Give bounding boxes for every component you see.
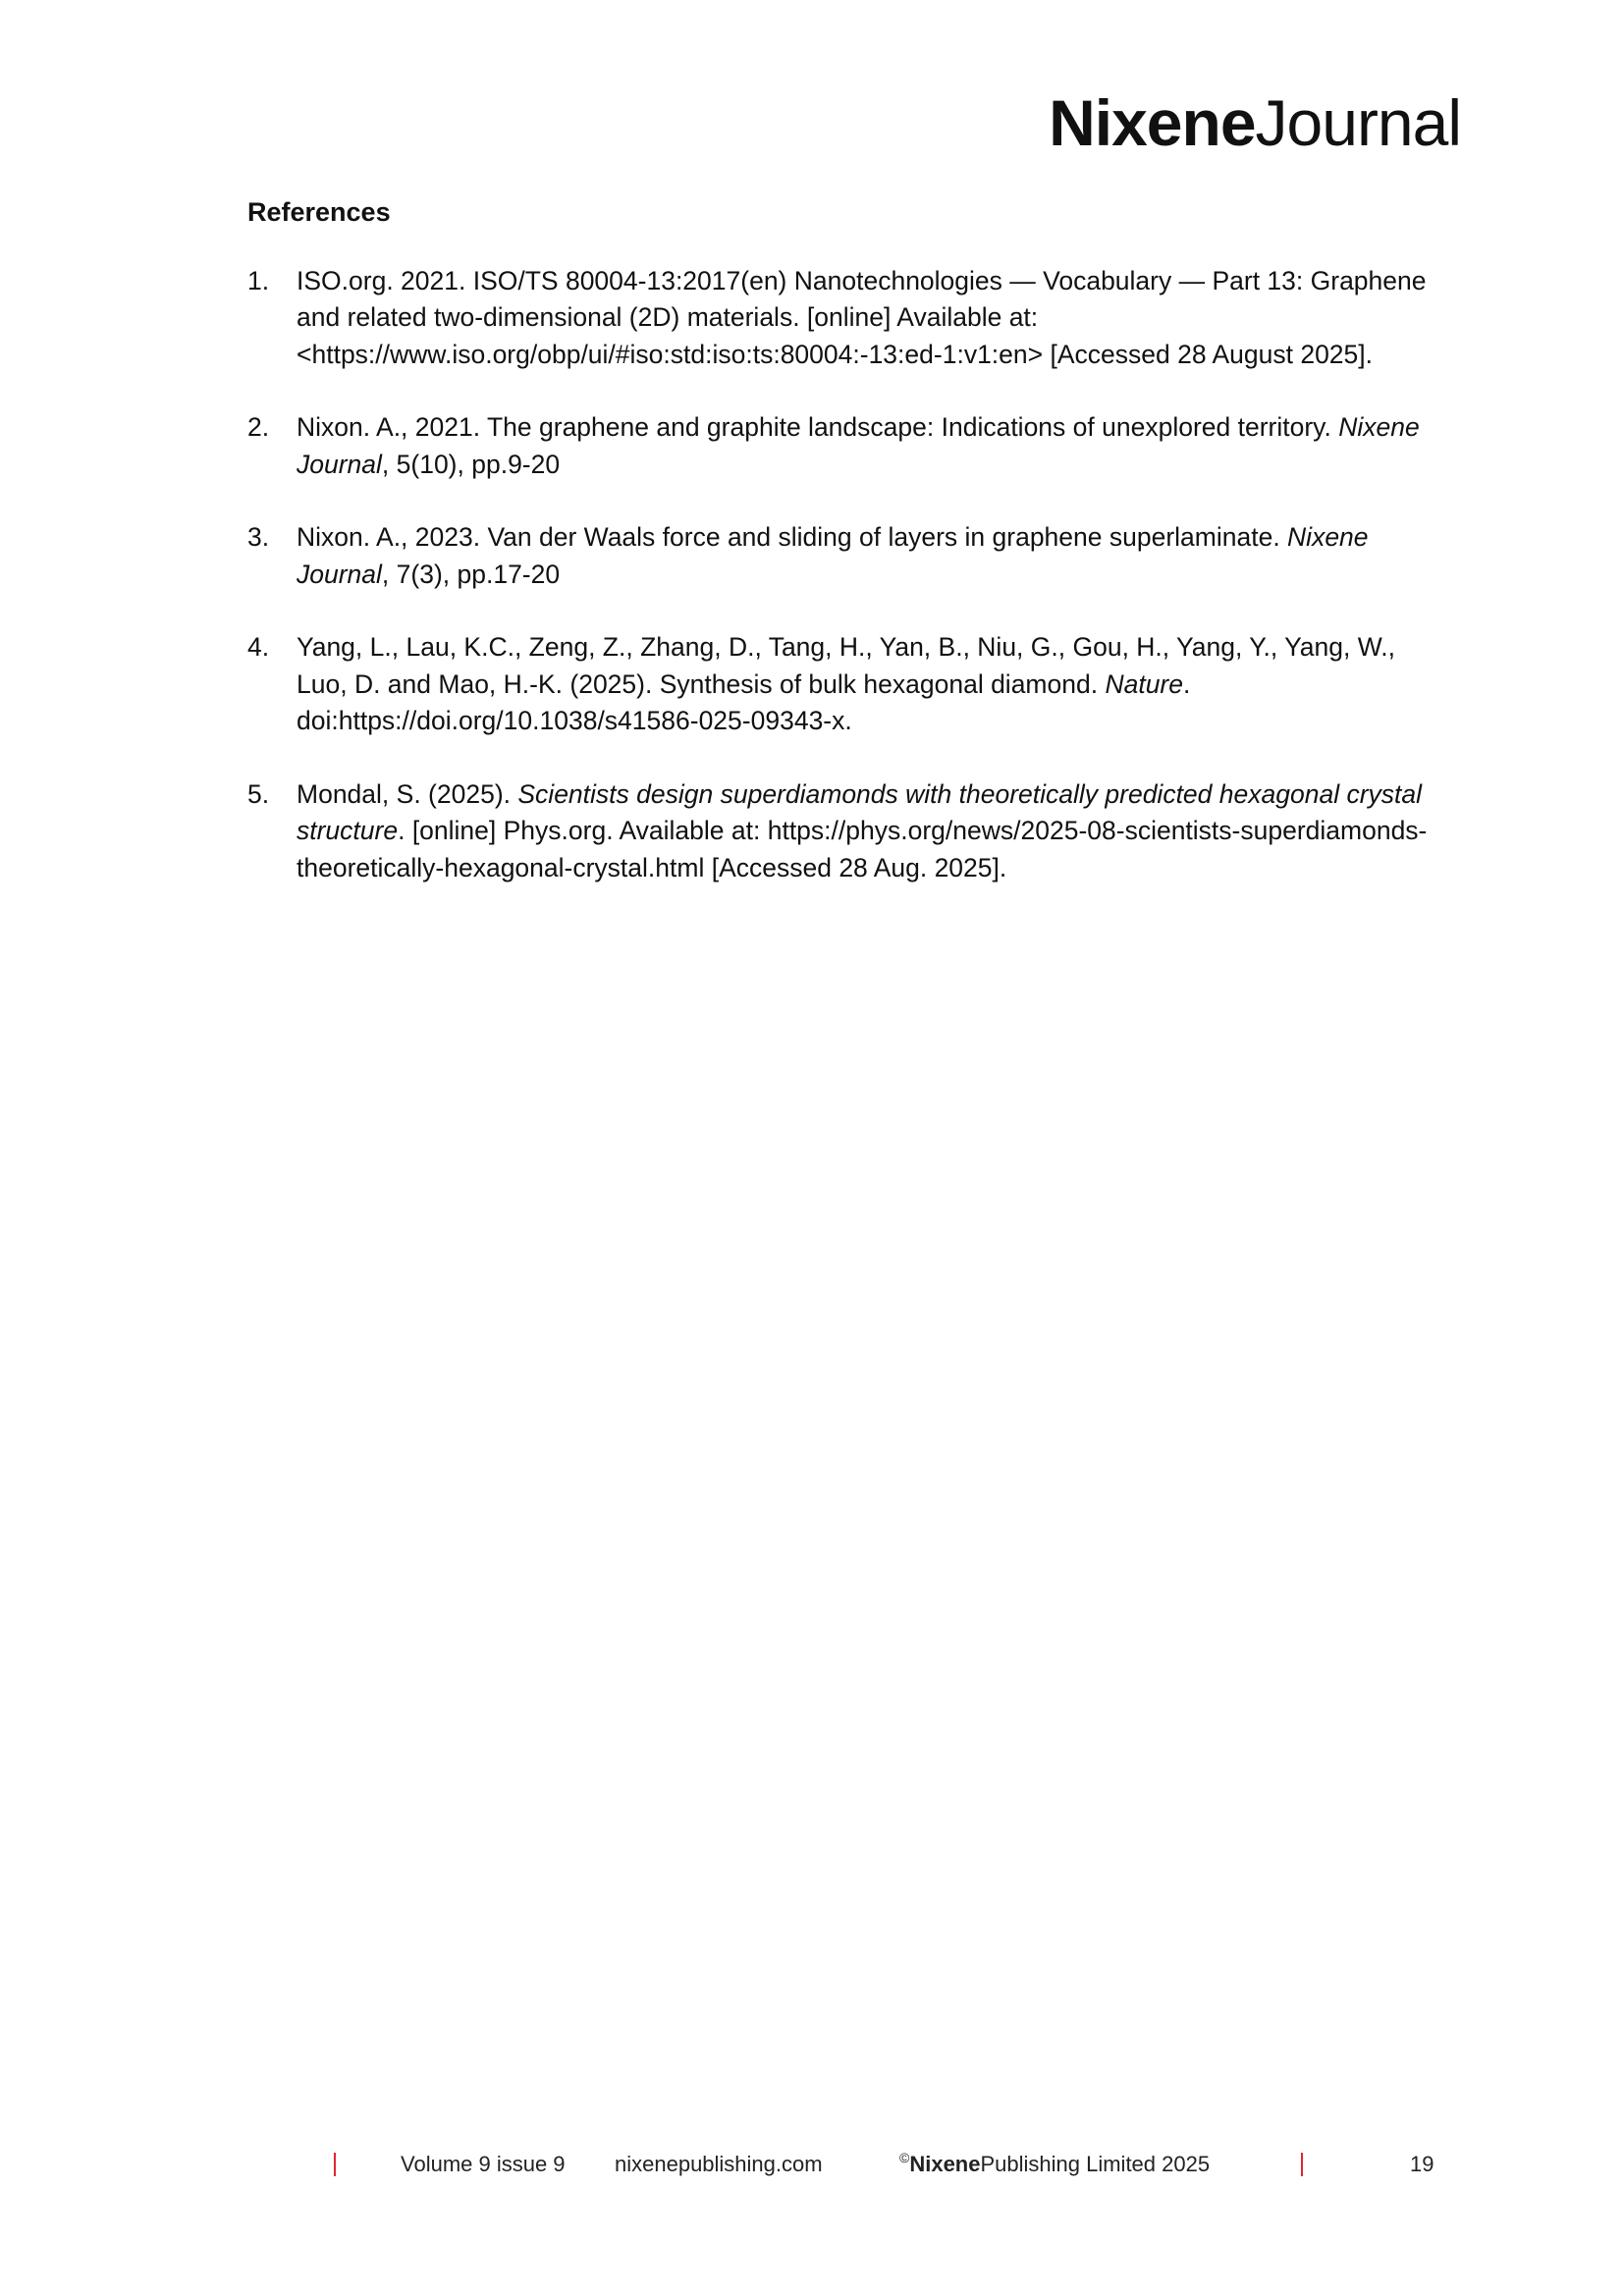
references-heading: References [247,197,391,227]
reference-number: 2. [247,412,270,442]
logo-light-text: Journal [1255,86,1461,159]
reference-text [297,519,1435,593]
footer-divider-right [1301,2153,1303,2176]
reference-number: 4. [247,632,270,662]
references-section [247,194,1435,923]
footer-divider-left [334,2153,336,2176]
reference-italic-segment: Nixene Journal [297,522,1369,589]
reference-segment: Yang, L., Lau, K.C., Zeng, Z., Zhang, D., Tang, H., Yan, B., Niu, G., Gou, H., Yang, Y., Yang, W., Luo, D. and Mao, H.-K. (2025). Synthesis of bulk hexagonal diamond. [297,632,1396,699]
page-footer [0,2145,1623,2184]
reference-text [297,629,1435,740]
reference-segment: Mondal, S. (2025). [297,778,518,809]
footer-page-number: 19 [1410,2152,1434,2176]
reference-item [247,776,1435,887]
reference-segment: Nixon. A., 2021. The graphene and graphite landscape: Indications of unexplored territory. [297,412,1339,442]
reference-number: 5. [247,778,270,809]
reference-italic-segment: Scientists design superdiamonds with theoretically predicted hexagonal crystal structure [297,778,1423,845]
reference-text [297,776,1435,887]
footer-website: nixenepublishing.com [615,2152,823,2176]
copyright-brand: Nixene [909,2152,981,2176]
footer-volume: Volume 9 issue 9 [401,2152,566,2176]
reference-italic-segment: Nature [1105,668,1183,699]
reference-italic-segment: Nixene Journal [297,412,1420,479]
reference-item [247,629,1435,740]
reference-text [297,409,1435,483]
copyright-symbol: © [899,2150,910,2165]
reference-item [247,263,1435,374]
reference-segment: , 7(3), pp.17-20 [381,559,561,589]
reference-segment: , 5(10), pp.9-20 [381,449,561,479]
reference-segment: . doi:https://doi.org/10.1038/s41586-025-09343-x. [297,668,1191,735]
reference-number: 1. [247,265,270,295]
copyright-rest: Publishing Limited 2025 [980,2152,1211,2176]
reference-number: 3. [247,522,270,552]
references-list [247,263,1435,887]
reference-segment: ISO.org. 2021. ISO/TS 80004-13:2017(en) Nanotechnologies — Vocabulary — Part 13: Graphene and related two-dimensional (2D) materials. [online] Available at: <https://www.iso.org/obp/ui/#iso:std:iso:ts:80004:-13:ed-1:v1:en> [Accessed 28 August 2025]. [297,265,1427,369]
logo-bold-text: Nixene [1049,86,1256,159]
journal-logo [1049,86,1461,159]
reference-item [247,519,1435,593]
reference-item [247,409,1435,483]
reference-segment: Nixon. A., 2023. Van der Waals force and sliding of layers in graphene superlaminate. [297,522,1288,552]
footer-copyright [899,2145,1210,2184]
reference-text [297,263,1435,374]
reference-segment: . [online] Phys.org. Available at: https://phys.org/news/2025-08-scientists-superdiamonds-theoretically-hexagonal-crystal.html [Accessed 28 Aug. 2025]. [297,816,1428,882]
